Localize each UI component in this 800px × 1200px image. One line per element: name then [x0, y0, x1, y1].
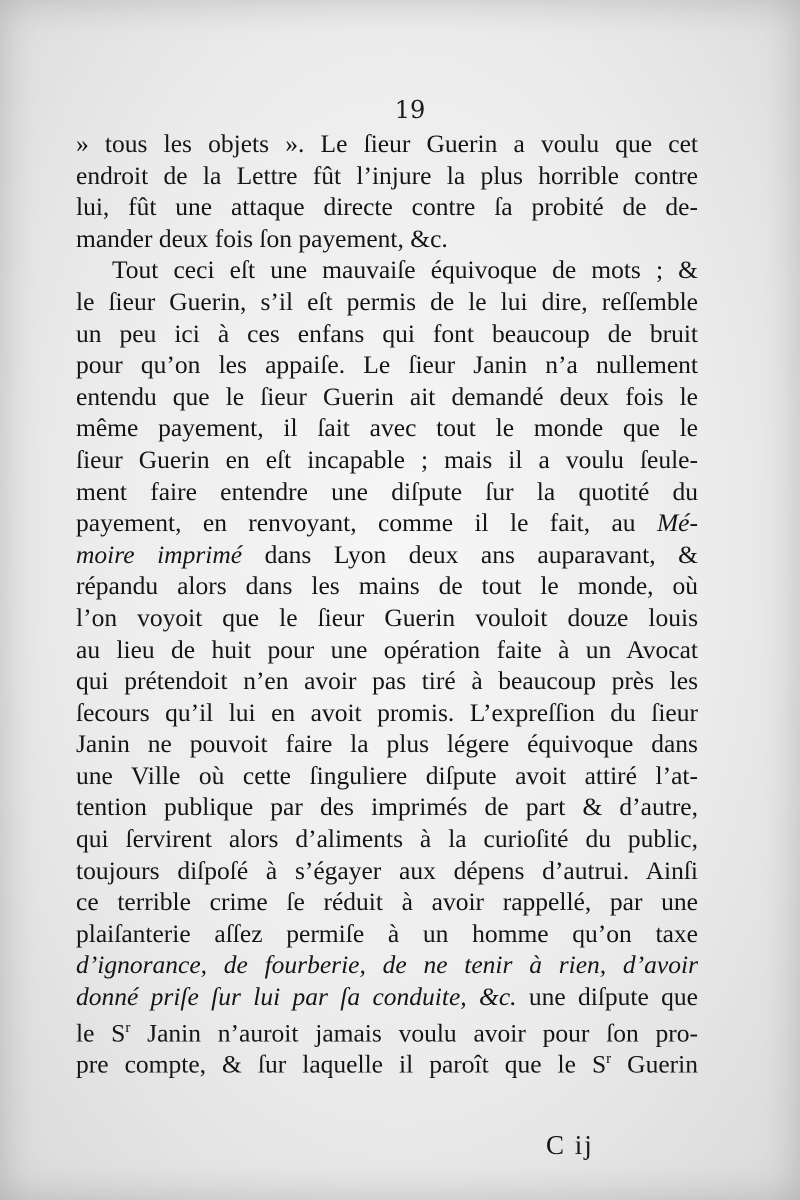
text-segment: dans Lyon deux ans auparavant, & — [242, 539, 698, 569]
text-line: ce terrible crime ſe réduit à avoir rappellé, par une — [76, 887, 698, 917]
superscript: r — [125, 1019, 131, 1036]
text-segment: pre compte, & ſur laquelle il paroît que le S — [76, 1049, 607, 1079]
text-line: plaiſanterie aſſez permiſe à un homme qu’on taxe — [76, 918, 698, 948]
superscript: r — [606, 1051, 612, 1068]
text-line: qui ſervirent alors d’aliments à la curioſité du public, — [76, 824, 698, 854]
text-segment: une diſpute que — [516, 982, 698, 1012]
text-line — [76, 507, 698, 539]
text-segment: Guerin — [611, 1049, 698, 1079]
text-line: ment faire entendre une diſpute ſur la quotité du — [76, 476, 698, 506]
text-line: mander deux fois ſon payement, &c. — [76, 223, 448, 253]
text-segment: payement, en renvoyant, comme il le fait, au — [76, 508, 657, 538]
text-segment: Janin n’auroit jamais voulu avoir pour ſon pro- — [130, 1018, 698, 1048]
text-line: qui prétendoit n’en avoir pas tiré à beaucoup près les — [76, 666, 698, 696]
text-line: même payement, il ſait avec tout le monde que le — [76, 413, 698, 443]
text-line: endroit de la Lettre fût l’injure la plus horrible contre — [76, 160, 698, 190]
text-line — [76, 1044, 698, 1079]
text-line: ſecours qu’il lui en avoit promis. L’expreſſion du ſieur — [76, 697, 698, 727]
page-number: 19 — [394, 96, 426, 124]
text-line — [76, 1013, 698, 1048]
text-line: toujours diſpoſé à s’égayer aux dépens d’autrui. Ainſi — [76, 855, 698, 885]
text-line: une Ville où cette ſinguliere diſpute avoit attiré l’at- — [76, 760, 698, 790]
text-line: Janin ne pouvoit faire la plus légere équivoque dans — [76, 729, 698, 759]
text-segment: le S — [76, 1018, 126, 1048]
text-line: un peu ici à ces enfans qui font beaucoup de bruit — [76, 318, 698, 348]
text-line — [76, 539, 698, 571]
text-line: entendu que le ſieur Guerin ait demandé deux fois le — [76, 381, 698, 411]
text-line — [76, 981, 698, 1013]
text-line: pour qu’on les appaiſe. Le ſieur Janin n’a nullement — [76, 350, 698, 380]
italic-text-segment: donné priſe ſur lui par ſa conduite, &c. — [76, 982, 517, 1012]
text-line: » tous les objets ». Le ſieur Guerin a voulu que cet — [76, 129, 698, 158]
text-line: au lieu de huit pour une opération faite à un Avocat — [76, 634, 698, 664]
italic-text-line: d’ignorance, de fourberie, de ne tenir à rien, d’avoir — [76, 950, 698, 980]
italic-text-segment: moire imprimé — [76, 539, 243, 569]
text-line: ſieur Guerin en eſt incapable ; mais il a voulu ſeule- — [76, 444, 698, 474]
text-line: lui, fût une attaque directe contre ſa probité de de- — [76, 192, 698, 222]
text-line: l’on voyoit que le ſieur Guerin vouloit douze louis — [76, 602, 698, 632]
text-line: tention publique par des imprimés de part & d’autre, — [76, 792, 698, 822]
text-line: répandu alors dans les mains de tout le monde, où — [76, 571, 698, 601]
paragraph-start-line: Tout ceci eſt une mauvaiſe équivoque de mots ; & — [112, 255, 698, 285]
text-line: le ſieur Guerin, s’il eſt permis de le lui dire, reſſemble — [76, 286, 698, 316]
italic-text-segment: Mé- — [656, 508, 698, 538]
signature-mark: C ij — [546, 1130, 594, 1160]
body-text — [76, 128, 698, 1079]
